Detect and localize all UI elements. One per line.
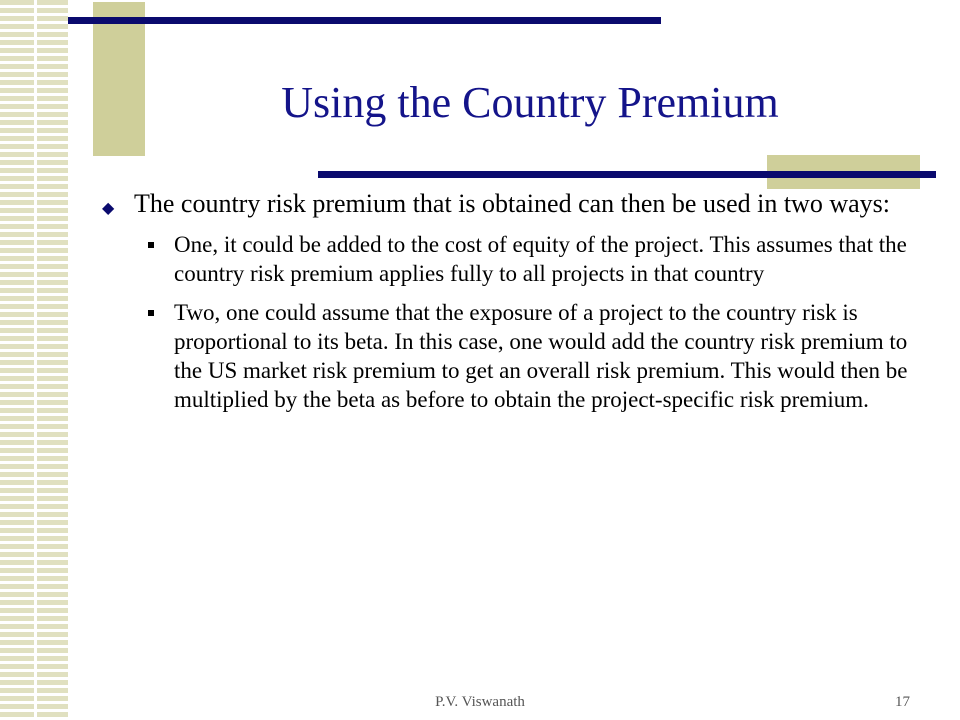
decorative-tan-block-top <box>93 2 145 156</box>
decorative-stripes <box>0 0 68 720</box>
footer-author: P.V. Viswanath <box>435 694 525 710</box>
square-bullet-icon <box>148 242 154 248</box>
square-bullet-icon <box>148 310 154 316</box>
decorative-bar-middle <box>318 171 936 178</box>
bullet-text: The country risk premium that is obtained can then be used in two ways: <box>134 189 890 218</box>
decorative-bar-top <box>68 17 661 24</box>
slide-title: Using the Country Premium <box>281 78 779 127</box>
sub-bullet-text: One, it could be added to the cost of equity of the project. This assumes that the country risk premium applies fully to all projects in that country <box>174 232 907 286</box>
sub-bullet-item <box>100 230 920 288</box>
bullet-item <box>100 188 920 220</box>
diamond-bullet-icon: ◆ <box>102 200 115 217</box>
sub-bullet-text: Two, one could assume that the exposure of a project to the country risk is proportional to its beta. In this case, one would add the country risk premium to the US market risk premium to get an overall risk premium. This would then be multiplied by the beta as before to obtain the project-specific risk premium. <box>174 300 908 412</box>
slide-body <box>100 188 920 414</box>
page-number: 17 <box>895 694 910 710</box>
sub-bullet-item <box>100 298 920 414</box>
